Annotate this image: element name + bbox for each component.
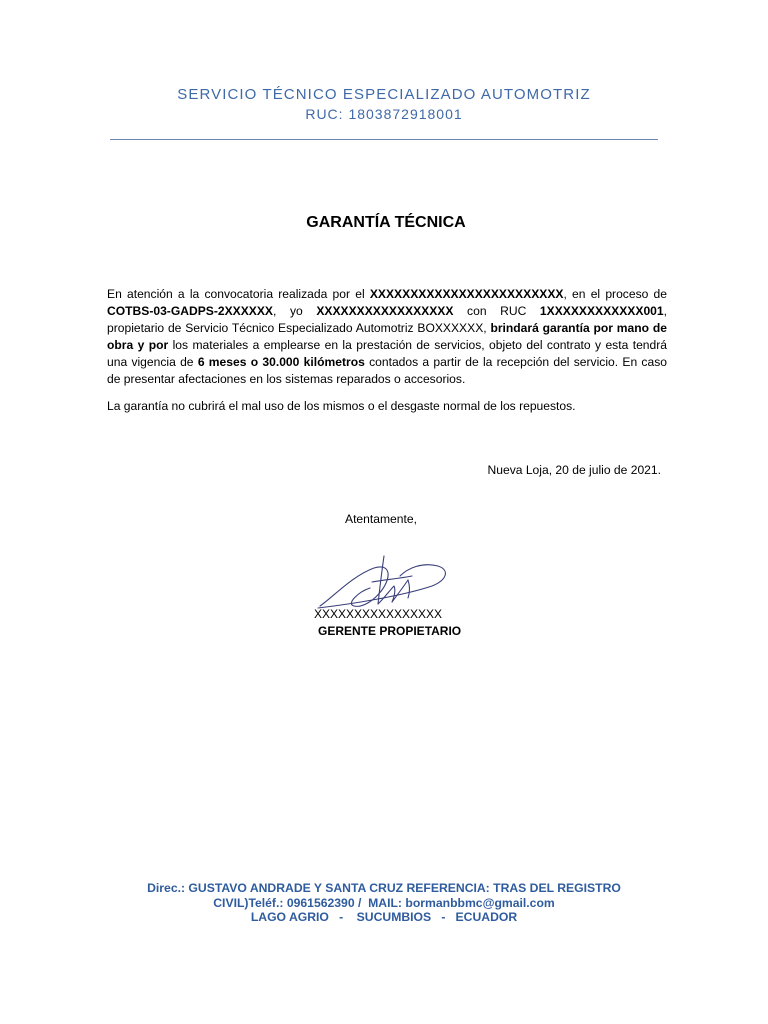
owner-ruc: 1XXXXXXXXXXXX001 [539,304,664,318]
footer-line: Direc.: GUSTAVO ANDRADE Y SANTA CRUZ REFERENCIA: TRAS DEL REGISTRO [147,881,621,895]
company-name: SERVICIO TÉCNICO ESPECIALIZADO AUTOMOTRIZ [177,86,591,103]
closing-salutation: Atentamente, [345,512,417,526]
footer-line: LAGO AGRIO - SUCUMBIOS - ECUADOR [250,910,518,924]
paragraph-text: En atención a la convocatoria realizada por el [107,287,370,301]
process-code: COTBS-03-GADPS-2XXXXXX [107,304,273,318]
date-line: Nueva Loja, 20 de julio de 2021. [487,463,661,477]
guarantee-scope: brindará garantía por mano de obra y por [107,321,667,352]
guarantee-duration: 6 meses o 30.000 kilómetros [197,355,365,369]
paragraph-text: , propietario de Servicio Técnico Especializado Automotriz BOXXXXXX, [107,304,667,335]
signer-role: GERENTE PROPIETARIO [318,624,462,638]
owner-name: XXXXXXXXXXXXXXXXX [316,304,454,318]
footer-address [0,881,768,925]
paragraph-text: , yo [273,304,317,318]
paragraph-text: , en el proceso de [563,287,667,301]
convocation-entity: XXXXXXXXXXXXXXXXXXXXXXXX [369,287,564,301]
header-divider [110,139,658,140]
paragraph-text: los materiales a emplearse en la prestación de servicios, objeto del contrato y esta tendrá una vigencia de [107,338,667,369]
paragraph-text: con RUC [453,304,540,318]
paragraph-text: contados a partir de la recepción del servicio. En caso de presentar afectaciones en los sistemas reparados o accesorios. [107,355,667,386]
footer-line: CIVIL)Teléf.: 0961562390 / MAIL: bormanbbmc@gmail.com [213,895,555,910]
signer-name: XXXXXXXXXXXXXXXX [314,607,443,621]
document-title: GARANTÍA TÉCNICA [306,214,466,231]
company-ruc: RUC: 1803872918001 [305,106,463,122]
exclusion-paragraph: La garantía no cubrirá el mal uso de los mismos o el desgaste normal de los repuestos. [107,399,576,413]
guarantee-paragraph [107,286,667,388]
